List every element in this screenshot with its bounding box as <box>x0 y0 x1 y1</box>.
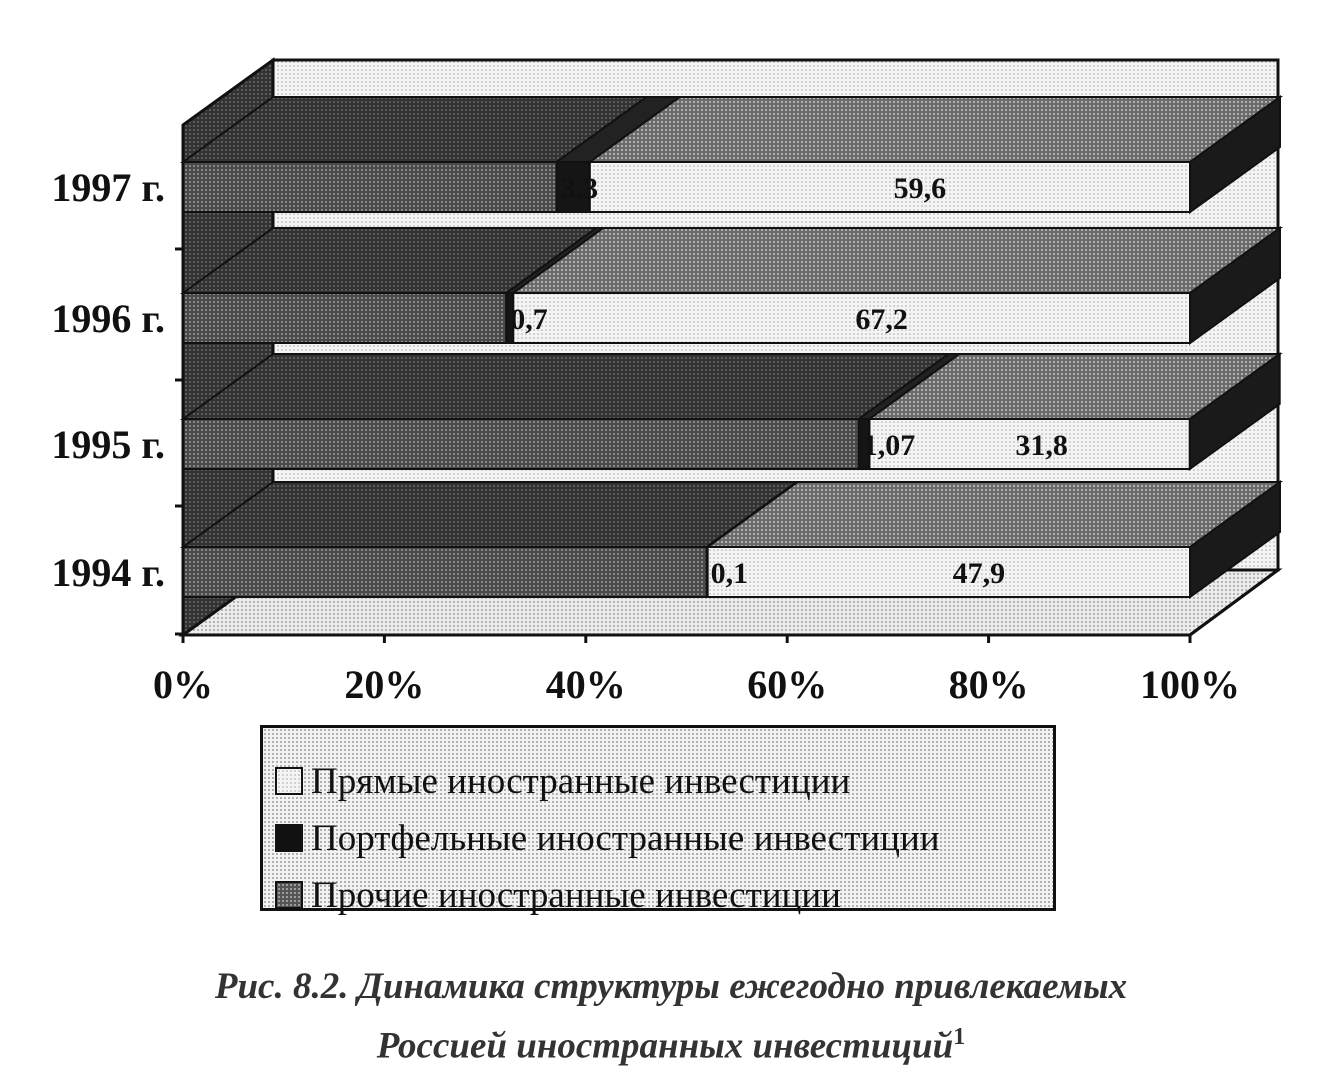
bar-direct-0 <box>708 547 1190 597</box>
legend-swatch-direct <box>275 767 303 795</box>
data-label-portfolio-2: 0,7 <box>510 303 548 336</box>
legend-item-direct <box>275 756 850 806</box>
x-tick-label-1: 20% <box>344 662 425 707</box>
legend-label-direct: Прямые иностранные инвестиции <box>311 760 851 802</box>
bar-top-direct-0 <box>708 482 1280 547</box>
bar-other-2 <box>183 293 506 343</box>
x-tick-label-0: 0% <box>153 662 213 707</box>
bar-other-3 <box>183 162 557 212</box>
bar-top-direct-2 <box>513 228 1280 293</box>
category-label-1: 1995 г. <box>51 422 165 467</box>
data-label-portfolio-0: 0,1 <box>710 557 749 590</box>
x-tick-label-5: 100% <box>1140 662 1240 707</box>
data-label-portfolio-3: 3,3 <box>560 172 599 205</box>
caption-line-2 <box>0 1012 1342 1071</box>
data-label-direct-0: 47,9 <box>952 557 1006 590</box>
data-label-direct-1: 31,8 <box>1015 429 1068 462</box>
legend-item-portfolio <box>275 813 940 863</box>
bar-top-other-1 <box>183 354 949 419</box>
category-label-2: 1996 г. <box>51 296 165 341</box>
legend-label-other: Прочие иностранные инвестиции <box>311 874 841 916</box>
data-label-portfolio-1: 1,07 <box>862 429 916 462</box>
caption-line-1: Рис. 8.2. Динамика структуры ежегодно привлекаемых <box>214 966 1128 1007</box>
category-label-0: 1994 г. <box>51 550 165 595</box>
bar-top-other-0 <box>183 482 797 547</box>
x-tick-label-2: 40% <box>545 662 626 707</box>
legend-label-portfolio: Портфельные иностранные инвестиции <box>311 817 940 859</box>
figure-caption <box>0 962 1342 1071</box>
caption-footnote-mark: 1 <box>953 1024 966 1050</box>
bar-other-1 <box>183 419 859 469</box>
category-label-3: 1997 г. <box>51 165 165 210</box>
x-tick-label-3: 60% <box>747 662 828 707</box>
caption-line-2-text: Россией иностранных инвестиций <box>376 1025 954 1067</box>
legend <box>260 725 1056 916</box>
data-label-direct-2: 67,2 <box>855 303 908 336</box>
bar-direct-3 <box>590 162 1190 212</box>
bar-top-direct-3 <box>590 97 1280 162</box>
legend-swatch-other <box>275 881 303 909</box>
bar-direct-2 <box>513 293 1190 343</box>
x-tick-label-4: 80% <box>948 662 1029 707</box>
legend-item-other <box>275 870 841 920</box>
data-label-direct-3: 59,6 <box>893 172 947 205</box>
bar-other-0 <box>183 547 707 597</box>
legend-swatch-portfolio <box>275 824 303 852</box>
